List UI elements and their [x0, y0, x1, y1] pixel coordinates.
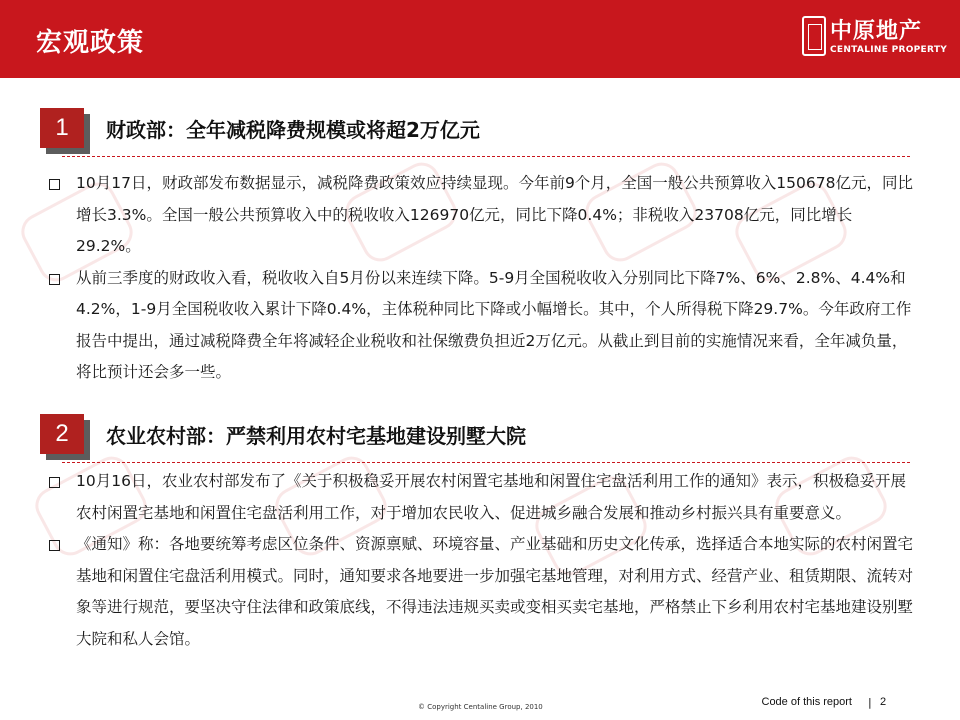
footer-report-code: Code of this report	[761, 696, 852, 708]
section-divider	[62, 156, 910, 157]
section-number-badge	[40, 414, 92, 462]
section-heading	[40, 414, 920, 458]
bullet-item: 10月17日，财政部发布数据显示，减税降费政策效应持续显现。今年前9个月，全国一般公共预算收入150678亿元，同比增长3.3%。全国一般公共预算收入中的税收收入126970亿元，同比下降0.4%；非税收入23708亿元，同比增长29.2%。	[46, 168, 916, 263]
centaline-logo	[802, 14, 948, 62]
section-bullet-list	[46, 168, 916, 389]
footer-separator: |	[868, 696, 872, 709]
section-number: 2	[40, 414, 84, 454]
section-title: 财政部：全年减税降费规模或将超2万亿元	[106, 118, 480, 142]
logo-chinese-name: 中原地产	[830, 19, 923, 44]
logo-seal-icon	[802, 16, 826, 56]
page-number: 2	[880, 696, 887, 708]
bullet-item: 10月16日，农业农村部发布了《关于积极稳妥开展农村闲置宅基地和闲置住宅盘活利用工作的通知》表示，积极稳妥开展农村闲置宅基地和闲置住宅盘活利用工作，对于增加农民收入、促进城乡融合发展和推动乡村振兴具有重要意义。	[46, 466, 916, 529]
section-number: 1	[40, 108, 84, 148]
bullet-item: 《通知》称：各地要统筹考虑区位条件、资源禀赋、环境容量、产业基础和历史文化传承，选择适合本地实际的农村闲置宅基地和闲置住宅盘活利用模式。同时，通知要求各地要进一步加强宅基地管理，对利用方式、经营产业、租赁期限、流转对象等进行规范，要坚决守住法律和政策底线，不得违法违规买卖或变相买卖宅基地，严格禁止下乡利用农村宅基地建设别墅大院和私人会馆。	[46, 529, 916, 655]
section-number-badge	[40, 108, 92, 156]
section-heading	[40, 108, 920, 152]
logo-english-name: CENTALINE PROPERTY	[830, 45, 948, 55]
section-title: 农业农村部：严禁利用农村宅基地建设别墅大院	[106, 424, 526, 448]
page-title: 宏观政策	[36, 28, 145, 58]
section-bullet-list	[46, 466, 916, 655]
bullet-item: 从前三季度的财政收入看，税收收入自5月份以来连续下降。5-9月全国税收收入分别同比下降7%、6%、2.8%、4.4%和4.2%，1-9月全国税收收入累计下降0.4%，主体税种同比下降或小幅增长。其中，个人所得税下降29.7%。今年政府工作报告中提出，通过减税降费全年将减轻企业税收和社保缴费负担近2万亿元。从截止到目前的实施情况来看，全年减负量，将比预计还会多一些。	[46, 263, 916, 389]
header-bar	[0, 0, 960, 78]
section-divider	[62, 462, 910, 463]
footer-copyright: © Copyright Centaline Group, 2010	[418, 703, 543, 711]
